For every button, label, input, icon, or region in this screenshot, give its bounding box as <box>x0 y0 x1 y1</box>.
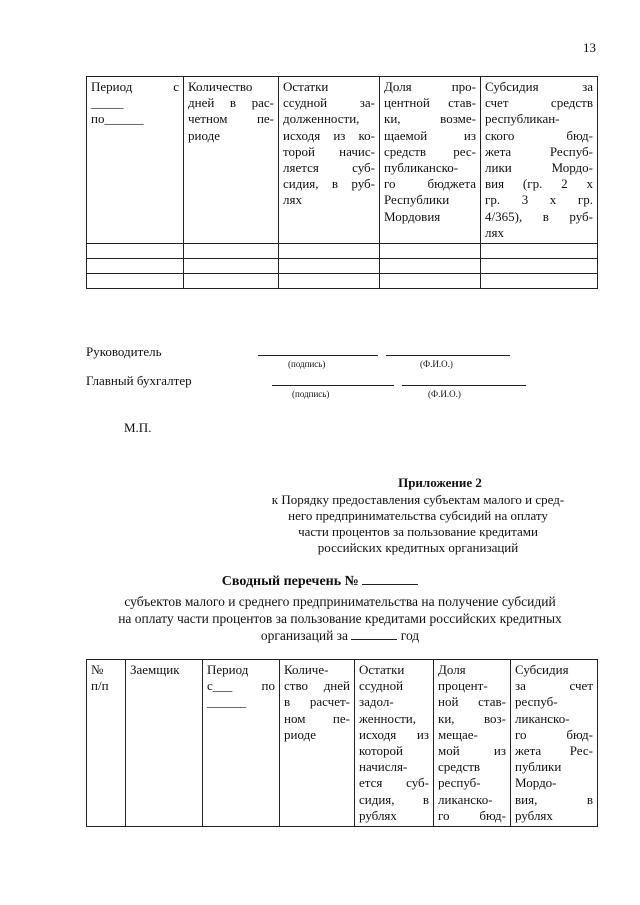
header-cell-period <box>203 660 280 827</box>
page-number: 13 <box>583 40 596 55</box>
summary-line-3-start: организаций за <box>260 628 348 643</box>
table-row <box>87 259 598 274</box>
header-cell-subsidy <box>511 660 598 827</box>
header-text: Остатки <box>283 79 329 94</box>
appendix-title: Приложение 2 <box>398 475 482 490</box>
header-text: ссудной <box>359 678 404 694</box>
header-cell-period <box>87 77 184 244</box>
header-text: го бюд- <box>438 807 506 823</box>
header-text: Мордовия <box>384 208 441 224</box>
table-row <box>87 274 598 289</box>
header-text: Республики <box>384 192 450 208</box>
header-text: Доля про- <box>384 79 476 94</box>
table-cell <box>380 259 481 274</box>
summary-list-table <box>86 659 598 827</box>
table-cell <box>481 244 598 259</box>
table-cell <box>184 244 279 259</box>
header-text: торой начис- <box>283 143 375 159</box>
header-text: процент- <box>438 678 488 694</box>
header-text: п/п <box>91 678 109 694</box>
table-cell <box>481 259 598 274</box>
table-cell <box>279 259 380 274</box>
header-cell-days <box>280 660 355 827</box>
header-text: дней в рас- <box>188 95 274 111</box>
header-text: респуб- <box>438 775 481 791</box>
table-cell <box>184 274 279 289</box>
header-text: средств <box>438 759 481 775</box>
header-text: женности, <box>359 710 416 726</box>
head-name-caption: (Ф.И.О.) <box>420 359 453 369</box>
header-text: в расчет- <box>284 694 350 710</box>
table-cell <box>380 244 481 259</box>
header-text: по______ <box>91 111 144 127</box>
header-cell-balance <box>279 77 380 244</box>
header-text: ется суб- <box>359 775 429 791</box>
header-text: Период с <box>91 79 179 94</box>
header-text: сидия, в руб- <box>283 176 375 192</box>
header-text: лях <box>485 224 504 240</box>
accountant-signature-caption: (подпись) <box>292 389 330 399</box>
header-text: ки, воз- <box>438 710 506 726</box>
header-text: респуб- <box>515 694 558 710</box>
summary-year-blank <box>351 639 397 640</box>
table-cell <box>184 259 279 274</box>
header-text: мой из <box>438 743 506 759</box>
accountant-signature-line <box>272 385 394 386</box>
table-header-row <box>87 660 598 827</box>
table-cell <box>481 274 598 289</box>
header-text: го бюд- <box>515 726 593 742</box>
header-text: Период <box>207 662 249 677</box>
header-text: ского бюд- <box>485 127 593 143</box>
header-text: начисля- <box>359 759 408 775</box>
header-text: вия, в <box>515 791 593 807</box>
table-cell <box>380 274 481 289</box>
header-text: исходя из <box>359 726 429 742</box>
header-text: центной став- <box>384 95 476 111</box>
header-cell-subsidy <box>481 77 598 244</box>
header-text: вия (гр. 2 х <box>485 176 593 192</box>
appendix-line-1: к Порядку предоставления субъектам малого и сред- <box>271 492 565 507</box>
header-text: Количе- <box>284 662 329 677</box>
header-cell-rate-share <box>380 77 481 244</box>
header-text: публиканско- <box>384 160 459 176</box>
summary-line-2: на оплату части процентов за пользование кредитами российских кредитных <box>118 611 562 626</box>
header-text: лях <box>283 192 302 208</box>
table-cell <box>87 244 184 259</box>
header-text: ссудной за- <box>283 95 375 111</box>
header-text: задол- <box>359 694 394 710</box>
summary-line-1: субъектов малого и среднего предпринимательства на получение субсидий <box>124 594 556 609</box>
summary-title-text: Сводный перечень № <box>221 574 359 589</box>
appendix-line-4: российских кредитных организаций <box>317 540 519 555</box>
header-text: ликанско- <box>438 791 493 807</box>
header-text: риоде <box>188 127 220 143</box>
header-text: публики <box>515 759 562 775</box>
header-text: Количество <box>188 79 253 94</box>
header-text: го бюджета <box>384 176 476 192</box>
accountant-label: Главный бухгалтер <box>86 373 192 388</box>
header-text: Субсидия за <box>485 79 593 94</box>
summary-line-3 <box>80 628 600 644</box>
header-text: средств рес- <box>384 143 476 159</box>
table-cell <box>87 274 184 289</box>
header-cell-days <box>184 77 279 244</box>
header-text: Доля <box>438 662 466 677</box>
header-text: четном пе- <box>188 111 274 127</box>
accountant-name-caption: (Ф.И.О.) <box>428 389 461 399</box>
header-cell-borrower <box>126 660 203 827</box>
table-cell <box>87 259 184 274</box>
head-signature-line <box>258 355 378 356</box>
header-text: ______ <box>207 694 246 710</box>
header-text: рублях <box>359 807 397 823</box>
header-text: Заемщик <box>130 662 180 677</box>
subsidy-calculation-table <box>86 76 598 289</box>
header-text: сидия, в <box>359 791 429 807</box>
table-cell <box>279 244 380 259</box>
header-text: республикан- <box>485 111 560 127</box>
summary-title <box>0 574 640 590</box>
head-signature-caption: (подпись) <box>288 359 326 369</box>
header-text: риоде <box>284 726 316 742</box>
header-text: Мордо- <box>515 775 557 791</box>
header-text: ном пе- <box>284 710 350 726</box>
header-text: гр. 3 х гр. <box>485 192 593 208</box>
header-text: мещае- <box>438 726 478 742</box>
header-text: _____ <box>91 95 124 111</box>
table-cell <box>279 274 380 289</box>
header-cell-number <box>87 660 126 827</box>
header-text: долженности, <box>283 111 360 127</box>
header-text: жета Респуб- <box>485 143 593 159</box>
header-text: ной став- <box>438 694 506 710</box>
header-text: рублях <box>515 807 553 823</box>
appendix-line-2: него предпринимательства субсидий на оплату <box>288 508 548 523</box>
header-text: жета Рес- <box>515 743 593 759</box>
header-text: ки, возме- <box>384 111 476 127</box>
header-text: счет средств <box>485 95 593 111</box>
header-text: за счет <box>515 678 593 694</box>
header-text: ликанско- <box>515 710 570 726</box>
appendix-line-3: части процентов за пользование кредитами <box>298 524 538 539</box>
head-name-line <box>386 355 510 356</box>
header-text: с___ по <box>207 678 275 694</box>
stamp-place: М.П. <box>124 420 152 435</box>
table-header-row <box>87 77 598 244</box>
header-text: № <box>91 662 104 677</box>
summary-number-blank <box>362 584 418 585</box>
summary-line-3-end: год <box>400 628 420 643</box>
header-text: ство дней <box>284 678 350 694</box>
header-text: исходя из ко- <box>283 127 375 143</box>
header-text: которой <box>359 743 403 759</box>
accountant-name-line <box>402 385 526 386</box>
table-row <box>87 244 598 259</box>
head-label: Руководитель <box>86 344 162 359</box>
header-cell-balance <box>355 660 434 827</box>
header-text: Субсидия <box>515 662 569 677</box>
header-text: ляется суб- <box>283 160 375 176</box>
header-text: лики Мордо- <box>485 160 593 176</box>
header-cell-rate-share <box>434 660 511 827</box>
header-text: 4/365), в руб- <box>485 208 593 224</box>
header-text: щаемой из <box>384 127 476 143</box>
header-text: Остатки <box>359 662 405 677</box>
